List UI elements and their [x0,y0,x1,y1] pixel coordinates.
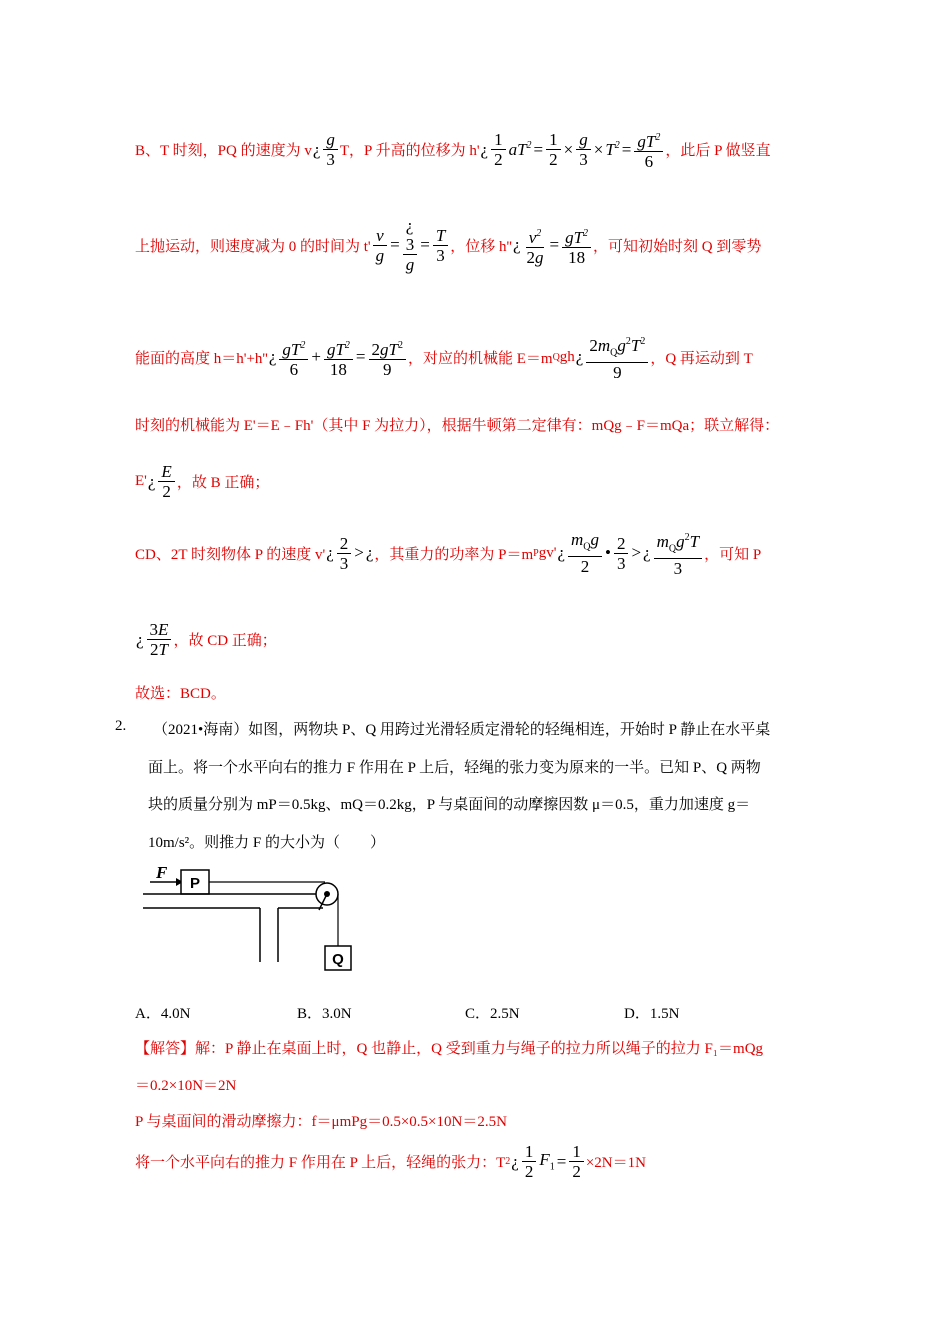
solution2-line-1: 【解答】解：P 静止在桌面上时，Q 也静止，Q 受到重力与绳子的拉力所以绳子的拉力 F₁＝mQg [135,1041,764,1057]
solution1-line-3: 能面的高度 h＝h'+h'' ¿ $\frac{gT^2}{6}$ + $\frac{gT^2}{18}$ = $\frac{2gT^2}{9}$ ，对应的机械能 E＝m Q gh ¿ $\frac{2m_Qg^2T^2}{9}$ ，Q 再运动到 T [135,332,753,382]
solution1-line-6: CD、2T 时刻物体 P 的速度 v' ¿ $\frac{2}{3}$ > ¿ ，其重力的功率为 P＝m P gv' ¿ $\frac{m_Qg}{2}$ • $\frac{2}{3}$ > ¿ $\frac{m_Qg^2T}{3}$ ，可知 P [135,530,762,579]
pulley-diagram [138,858,358,978]
option-c[interactable]: C．2.5N [465,1006,520,1022]
question-number: 2. [115,718,127,734]
question2-line-1: （2021•海南）如图，两物块 P、Q 用跨过光滑轻质定滑轮的轻绳相连，开始时 P 静止在水平桌 [153,722,771,738]
solution2-line-4: 将一个水平向右的推力 F 作用在 P 上后，轻绳的张力：T 2 ¿ $\frac{1}{2}$ $F_1$ = $\frac{1}{2}$ ×2N＝1N [135,1142,646,1181]
force-label: F [156,863,168,882]
block-q-label: Q [332,951,344,968]
fraction-g-over-3: $\frac{g}{3}$ [323,130,338,169]
solution1-line-2: 上抛运动，则速度减为 0 的时间为 t' $\frac{v}{g}$ = ¿ 3 g = $\frac{T}{3}$ ，位移 h'' ¿ $\frac{v^2}{2g}$ = $\frac{gT^2}{18}$ ，可知初始时刻 Q 到零势 [135,216,762,274]
block-p-label: P [189,875,201,892]
question2-line-3: 块的质量分别为 mP＝0.5kg、mQ＝0.2kg，P 与桌面间的动摩擦因数 μ＝0.5，重力加速度 g＝ [148,797,751,813]
option-b[interactable]: B．3.0N [297,1006,352,1022]
solution1-line-4: 时刻的机械能为 E'＝E﹣Fh'（其中 F 为拉力），根据牛顿第二定律有：mQg﹣F＝mQa；联立解得： [135,418,780,434]
question2-line-4: 10m/s²。则推力 F 的大小为（ ） [148,835,386,851]
solution1-answer: 故选：BCD。 [135,686,226,702]
solution1-line-b: B、T 时刻，PQ 的速度为 v ¿ $\frac{g}{3}$ T，P 升高的位移为 h' ¿ $\frac{1}{2}$ $aT^2$ = $\frac{1}{2}$ × $\frac{g}{3}$ × $T^2$ = $\frac{gT^2}{6}$ ，此后 P 做竖直 [135,130,771,171]
solution1-line-5: E' ¿ $\frac{E}{2}$ ，故 B 正确； [135,462,270,501]
option-a[interactable]: A．4.0N [135,1006,191,1022]
solution2-line-2: ＝0.2×10N＝2N [135,1078,237,1094]
solution1-line-7: ¿ $\frac{3E}{2T}$ ，故 CD 正确； [136,620,277,659]
solution-tag: 【解答】 [135,1041,196,1057]
option-d[interactable]: D．1.5N [624,1006,680,1022]
solution2-line-3: P 与桌面间的滑动摩擦力：f＝μmPg＝0.5×0.5×10N＝2.5N [135,1114,507,1130]
question2-line-2: 面上。将一个水平向右的推力 F 作用在 P 上后，轻绳的张力变为原来的一半。已知 P、Q 两物 [148,760,761,776]
